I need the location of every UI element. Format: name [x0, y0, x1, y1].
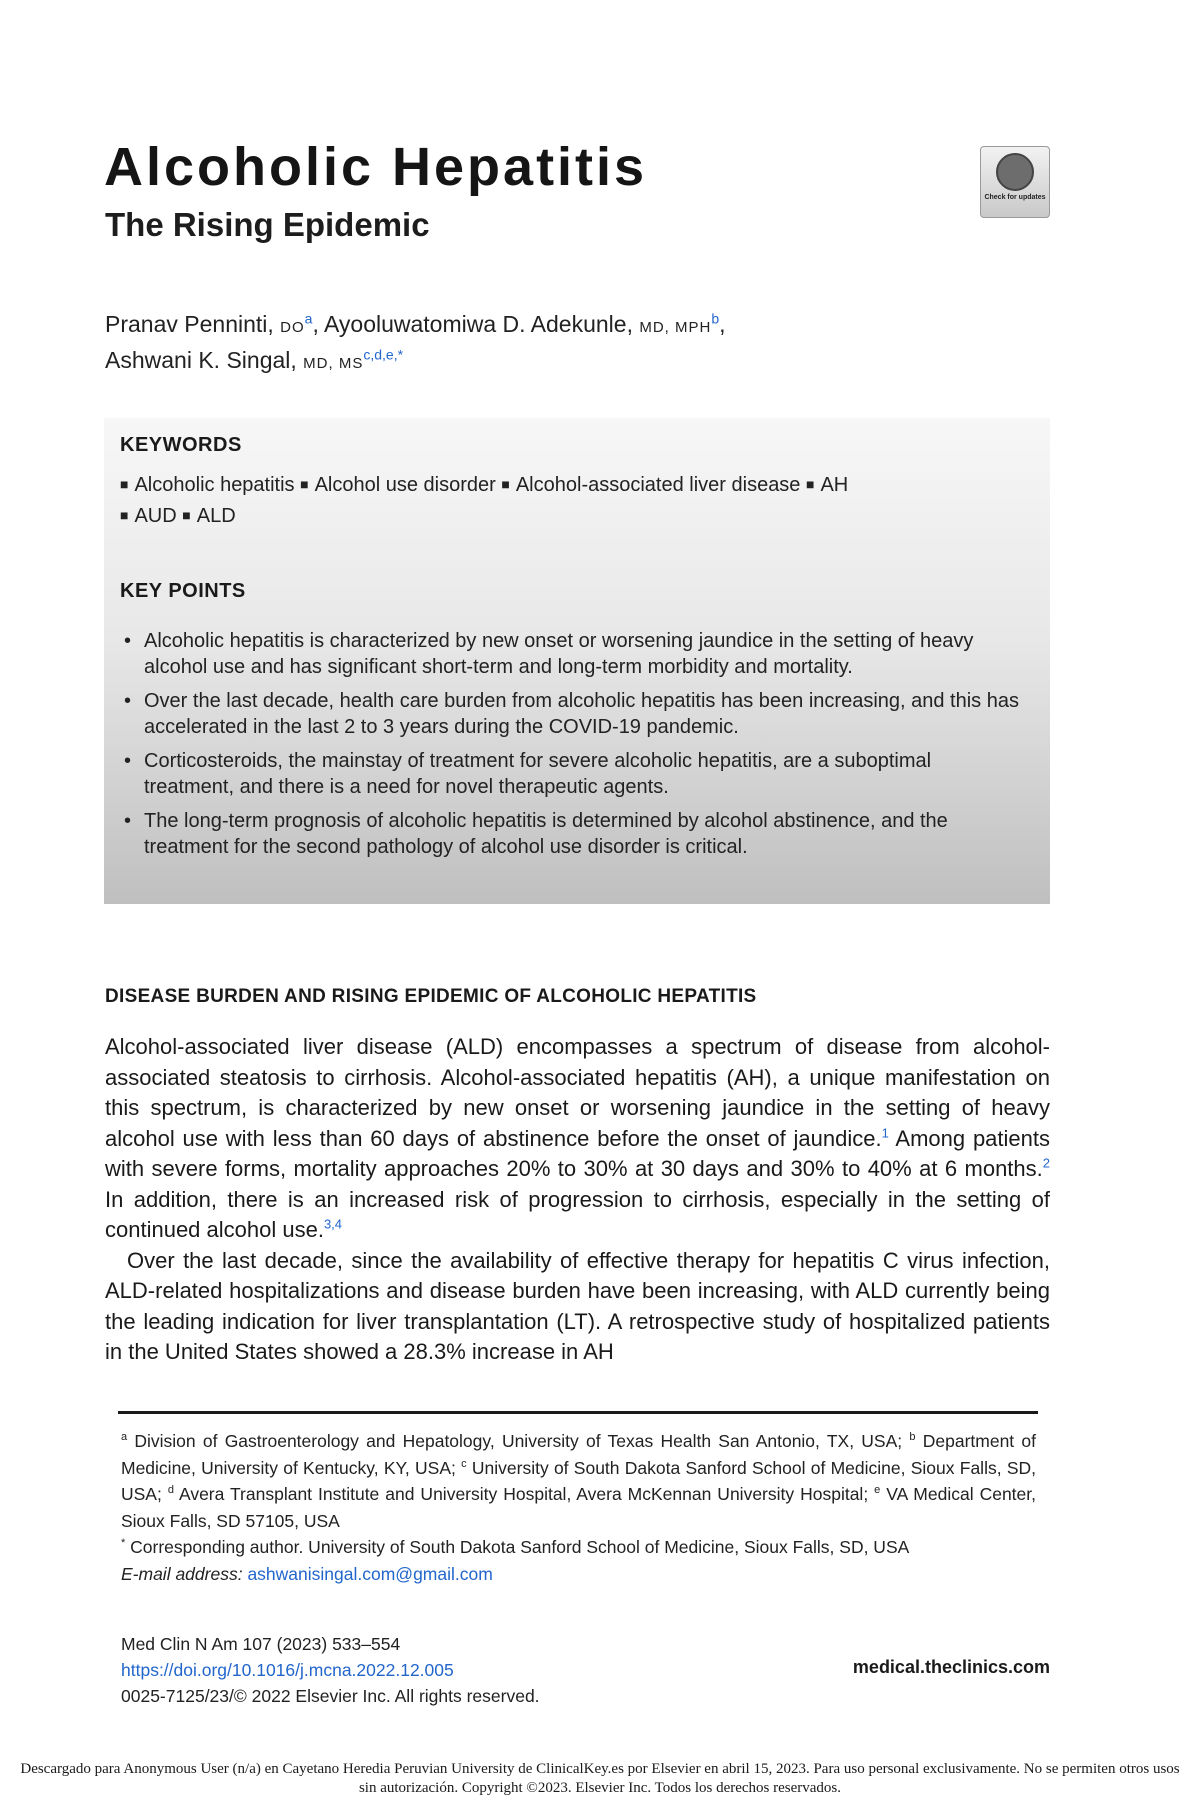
key-point-item: • Over the last decade, health care burden from alcoholic hepatitis has been increasing, and this has accelerated in the last 2 to 3 years during the COVID-19 pandemic.: [124, 690, 1019, 738]
keywords-keypoints-box: [104, 418, 1050, 904]
reference-link[interactable]: 2: [1042, 1155, 1050, 1171]
body-text: [105, 1032, 1050, 1368]
author-name: Ashwani K. Singal,: [105, 347, 297, 373]
check-for-updates-icon: [996, 153, 1034, 191]
author-affiliation-link[interactable]: a: [304, 310, 313, 327]
footnotes: [121, 1428, 1036, 1587]
badge-label: Check for updates: [984, 194, 1046, 201]
keywords-heading: KEYWORDS: [120, 434, 242, 456]
copyright-line: 0025-7125/23/© 2022 Elsevier Inc. All rights reserved.: [121, 1686, 540, 1706]
key-point-item: • Alcoholic hepatitis is characterized by new onset or worsening jaundice in the setting of heavy alcohol use and has significant short-term and long-term morbidity and mortality.: [124, 630, 974, 678]
author-degree: MD, MPH: [639, 319, 712, 336]
keyword-item: ■ Alcoholic hepatitis: [120, 474, 295, 496]
journal-website: medical.theclinics.com: [852, 1657, 1050, 1677]
email-line: [121, 1561, 1036, 1588]
author-affiliation-link[interactable]: b: [711, 310, 720, 327]
author-degree: DO: [280, 319, 305, 336]
journal-citation: Med Clin N Am 107 (2023) 533–554: [121, 1634, 401, 1654]
reference-link[interactable]: 1: [881, 1125, 889, 1141]
footnote-divider: [118, 1411, 1038, 1414]
paragraph: Over the last decade, since the availability of effective therapy for hepatitis C virus infection, ALD-related hospitalizations and disease burden have been increasing, with ALD currently being the leading indication for liver transplantation (LT). A retrospective study of hospitalized patients in the United States showed a 28.3% increase in AH: [105, 1247, 1050, 1364]
corresponding-author: * Corresponding author. University of South Dakota Sanford School of Medicine, Sioux Falls, SD, USA: [121, 1537, 910, 1557]
section-heading: DISEASE BURDEN AND RISING EPIDEMIC OF ALCOHOLIC HEPATITIS: [105, 986, 757, 1007]
citation-meta: [121, 1631, 540, 1709]
key-points-list: [120, 628, 1020, 868]
reference-link[interactable]: 3,4: [323, 1216, 343, 1232]
keyword-item: ■ Alcohol use disorder: [300, 474, 496, 496]
email-label: E-mail address:: [121, 1563, 243, 1584]
keyword-item: ■ Alcohol-associated liver disease: [501, 474, 801, 496]
doi-link[interactable]: https://doi.org/10.1016/j.mcna.2022.12.005: [121, 1660, 454, 1680]
author-list: Pranav Penninti, DO$^a$, Ayooluwatomiwa D. Adekunle, MD, MPH$^b$, Ashwani K. Singal, MD, MS$^{c,d,e,*}$: [105, 310, 726, 373]
author-name: Pranav Penninti,: [105, 311, 274, 337]
key-point-item: • The long-term prognosis of alcoholic hepatitis is determined by alcohol abstinence, and the treatment for the second pathology of alcohol use disorder is critical.: [124, 810, 948, 858]
affiliations: $^a$ Division of Gastroenterology and Hepatology, University of Texas Health San Antonio, TX, USA; $^b$ Department of Medicine, University of Kentucky, KY, USA; $^c$ University of South Dakota Sanford School of Medicine, Sioux Falls, SD, USA; $^d$ Avera Transplant Institute and University Hospital, Avera McKennan University Hospital; $^e$ VA Medical Center, Sioux Falls, SD 57105, USA: [121, 1431, 1036, 1531]
check-for-updates-badge[interactable]: [980, 146, 1050, 218]
keyword-item: ■ AUD: [120, 505, 177, 527]
key-point-item: • Corticosteroids, the mainstay of treatment for severe alcoholic hepatitis, are a suboptimal treatment, and there is a need for novel therapeutic agents.: [124, 750, 932, 798]
author-name: Ayooluwatomiwa D. Adekunle,: [323, 311, 633, 337]
email-link[interactable]: ashwanisingal.com@gmail.com: [247, 1563, 493, 1584]
author-affiliation-link[interactable]: c,d,e,*: [363, 346, 404, 363]
download-notice: Descargado para Anonymous User (n/a) en Cayetano Heredia Peruvian University de ClinicalKey.es por Elsevier en abril 15, 2023. Para uso personal exclusivamente. No se permiten otros usos sin autorización. Copyright ©2023. Elsevier Inc. Todos los derechos reservados.: [20, 1761, 1180, 1796]
key-points-heading: KEY POINTS: [120, 580, 246, 602]
author-degree: MD, MS: [303, 355, 364, 372]
article-subtitle: The Rising Epidemic: [105, 206, 430, 243]
paragraph: Alcohol-associated liver disease (ALD) encompasses a spectrum of disease from alcohol-associated steatosis to cirrhosis. Alcohol-associated hepatitis (AH), a unique manifestation on this spectrum, is characterized by new onset or worsening jaundice in the setting of heavy alcohol use with less than 60 days of abstinence before the onset of jaundice.$^1$ Among patients with severe forms, mortality approaches 20% to 30% at 30 days and 30% to 40% at 6 months.$^2$ In addition, there is an increased risk of progression to cirrhosis, especially in the setting of continued alcohol use.$^{3,4}$: [105, 1034, 1050, 1242]
keyword-item: ■ AH: [806, 474, 849, 496]
article-title: Alcoholic Hepatitis: [104, 137, 648, 197]
keyword-item: ■ ALD: [182, 505, 236, 527]
keywords-list: [120, 470, 1020, 532]
